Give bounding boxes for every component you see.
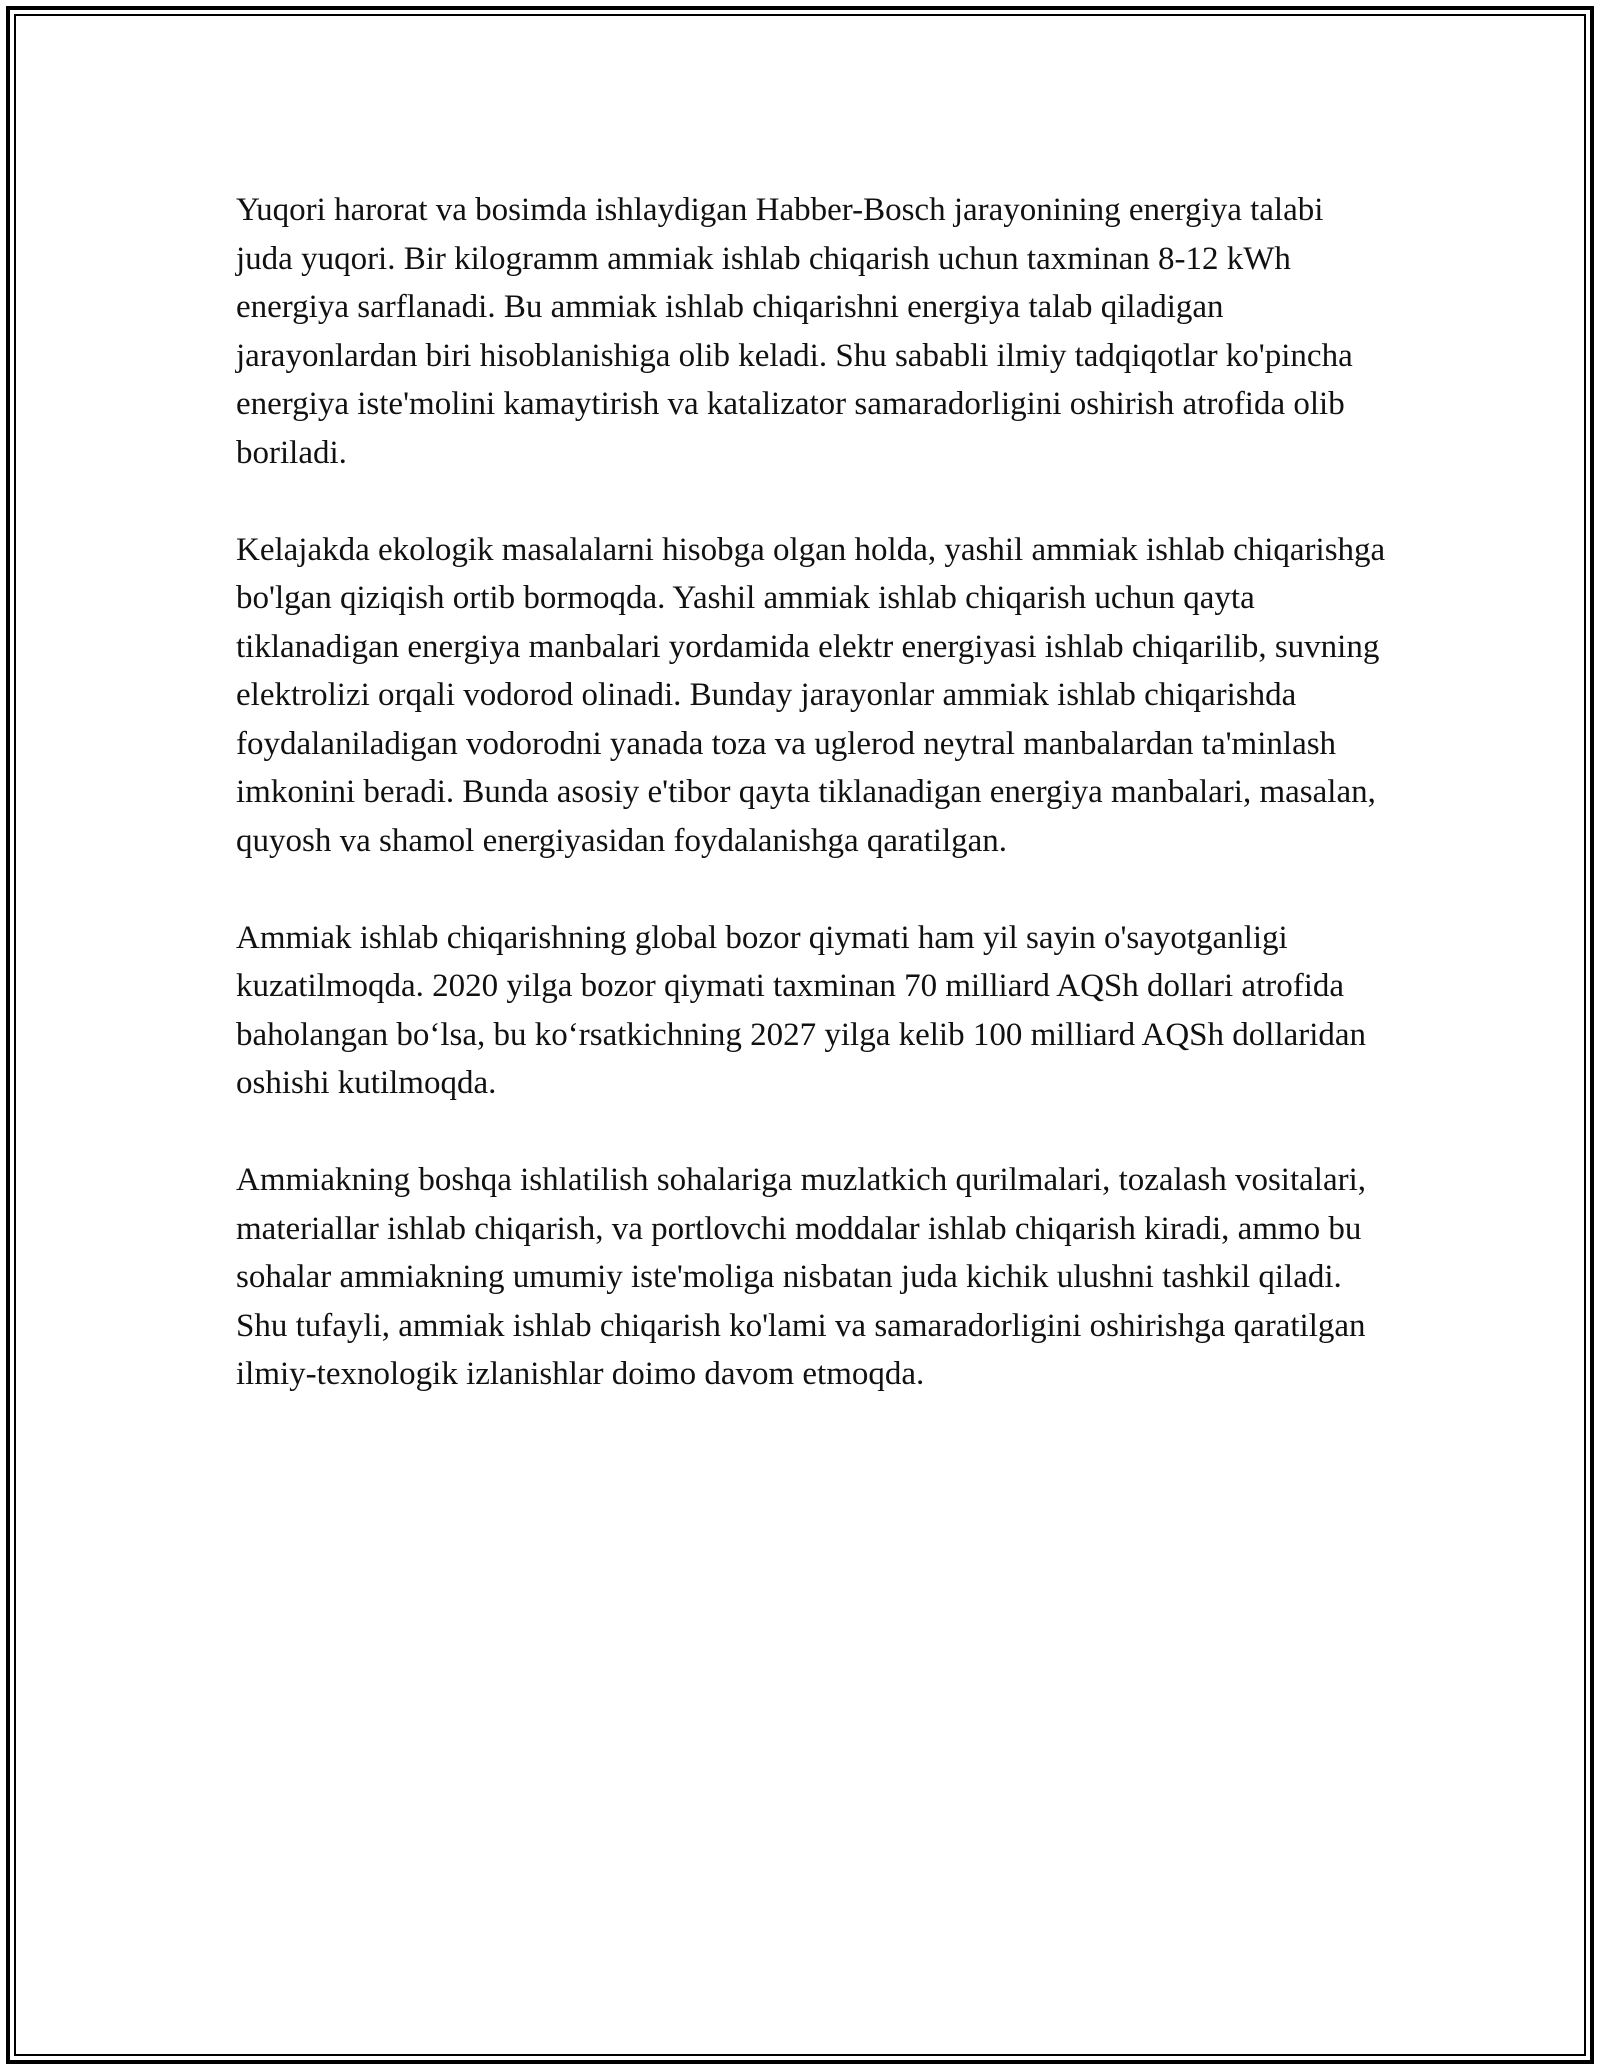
paragraph-other-uses: Ammiakning boshqa ishlatilish sohalariga muzlatkich qurilmalari, tozalash vositalari, materiallar ishlab chiqarish, va portlovchi moddalar ishlab chiqarish kiradi, ammo bu sohalar ammiakning umumiy iste'moliga nisbatan juda kichik ulushni tashkil qiladi. Shu tufayli, ammiak ishlab chiqarish ko'lami va samaradorligini oshirishga qaratilgan ilmiy-texnologik izlanishlar doimo davom etmoqda. bbox=[236, 1162, 1366, 1392]
paragraph-green-ammonia: Kelajakda ekologik masalalarni hisobga olgan holda, yashil ammiak ishlab chiqarishga bo'lgan qiziqish ortib bormoqda. Yashil ammiak ishlab chiqarish uchun qayta tiklanadigan energiya manbalari yordamida elektr energiyasi ishlab chiqarilib, suvning elektrolizi orqali vodorod olinadi. Bunday jarayonlar ammiak ishlab chiqarishda foydalaniladigan vodorodni yanada toza va uglerod neytral manbalardan ta'minlash imkonini beradi. Bunda asosiy e'tibor qayta tiklanadigan energiya manbalari, masalan, quyosh va shamol energiyasidan foydalanishga qaratilgan. bbox=[236, 531, 1386, 859]
document-body bbox=[236, 186, 1386, 1399]
paragraph-energy-demand: Yuqori harorat va bosimda ishlaydigan Habber-Bosch jarayonining energiya talabi juda yuqori. Bir kilogramm ammiak ishlab chiqarish uchun taxminan 8-12 kWh energiya sarflanadi. Bu ammiak ishlab chiqarishni energiya talab qiladigan jarayonlardan biri hisoblanishiga olib keladi. Shu sababli ilmiy tadqiqotlar ko'pincha energiya iste'molini kamaytirish va katalizator samaradorligini oshirish atrofida olib boriladi. bbox=[236, 192, 1353, 471]
paragraph-market-value: Ammiak ishlab chiqarishning global bozor qiymati ham yil sayin o'sayotganligi kuzatilmoqda. 2020 yilga bozor qiymati taxminan 70 milliard AQSh dollari atrofida baholangan boʻlsa, bu koʻrsatkichning 2027 yilga kelib 100 milliard AQSh dollaridan oshishi kutilmoqda. bbox=[236, 919, 1367, 1101]
